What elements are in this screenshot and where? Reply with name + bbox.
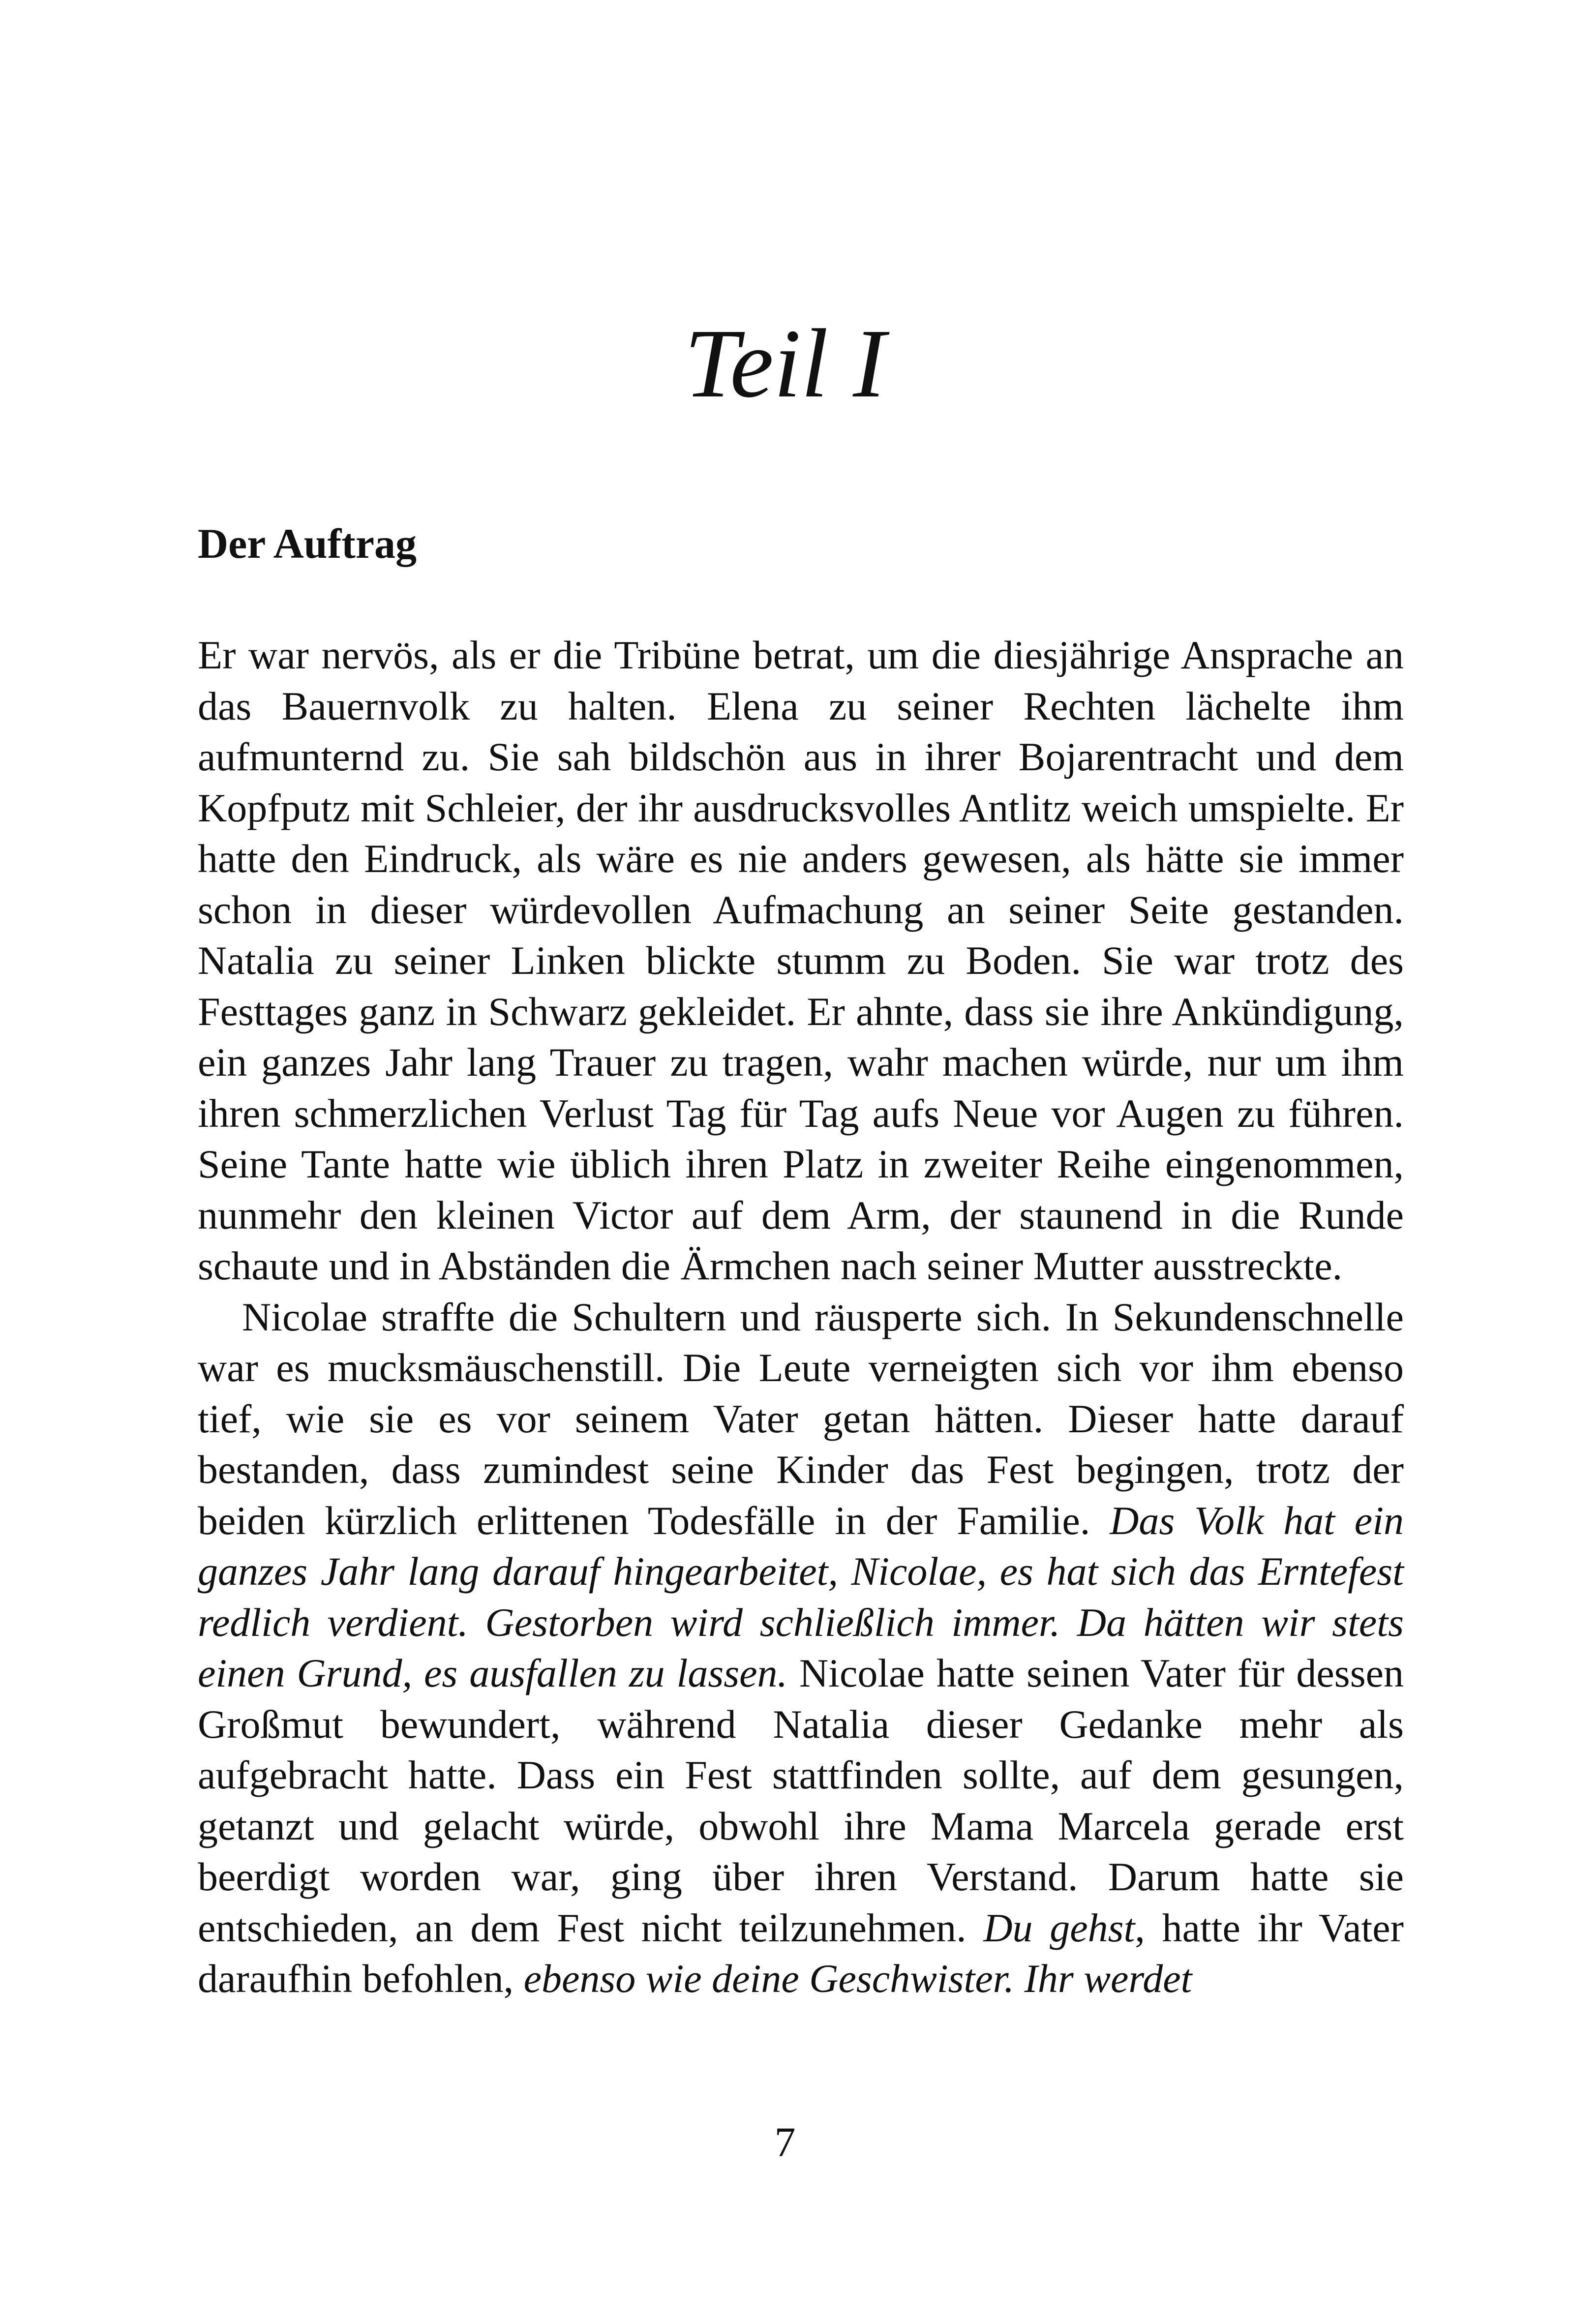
italic-text-run: Das Volk hat ein ganzes Jahr lang darauf hingearbeitet, Nicolae, es hat sich das Erntefest redlich verdient. Gestorben wird schließlich immer. Da hätten wir stets einen Grund, es ausfallen zu lassen. (198, 1498, 1404, 1695)
page-number: 7 (774, 2118, 796, 2166)
italic-text-run: Du gehst (983, 1905, 1135, 1950)
paragraph: Er war nervös, als er die Tribüne betrat, um die diesjährige Ansprache an das Bauernvolk zu halten. Elena zu seiner Rechten lächelte ihm aufmunternd zu. Sie sah bildschön aus in ihrer Bojarentracht und dem Kopfputz mit Schleier, der ihr ausdrucksvolles Antlitz weich umspielte. Er hatte den Eindruck, als wäre es nie anders gewesen, als hätte sie immer schon in dieser würdevollen Aufmachung an seiner Seite gestanden. Natalia zu seiner Linken blickte stumm zu Boden. Sie war trotz des Festtages ganz in Schwarz gekleidet. Er ahnte, dass sie ihre Ankündigung, ein ganzes Jahr lang Trauer zu tragen, wahr machen würde, nur um ihm ihren schmerzlichen Verlust Tag für Tag aufs Neue vor Augen zu führen. Seine Tante hatte wie üblich ihren Platz in zweiter Reihe eingenommen, nunmehr den kleinen Victor auf dem Arm, der staunend in die Runde schaute und in Abständen die Ärmchen nach seiner Mutter ausstreckte. (198, 633, 1404, 1288)
chapter-heading: Der Auftrag (198, 520, 417, 567)
part-title: Teil I (684, 309, 886, 418)
paragraph (198, 1292, 1404, 2004)
italic-text-run: ebenso wie deine Geschwister. Ihr werdet (523, 1956, 1192, 2001)
text-run: Nicolae hatte seinen Vater für dessen Großmut bewundert, während Natalia dieser Gedanke mehr als aufgebracht hatte. Dass ein Fest stattfinden sollte, auf dem gesungen, getanzt und gelacht würde, obwohl ihre Mama Marcela gerade erst beerdigt worden war, ging über ihren Verstand. Darum hatte sie entschieden, an dem Fest nicht teilzunehmen. (198, 1651, 1404, 1950)
text-run: , hatte ihr Vater daraufhin befohlen, (198, 1905, 1404, 2001)
body-text (198, 630, 1404, 2004)
text-run: Nicolae straffte die Schultern und räusperte sich. In Sekundenschnelle war es mucksmäuschenstill. Die Leute verneigten sich vor ihm ebenso tief, wie sie es vor seinem Vater getan hätten. Dieser hatte darauf bestanden, dass zumindest seine Kinder das Fest begingen, trotz der beiden kürzlich erlittenen Todesfälle in der Familie. (198, 1294, 1404, 1543)
